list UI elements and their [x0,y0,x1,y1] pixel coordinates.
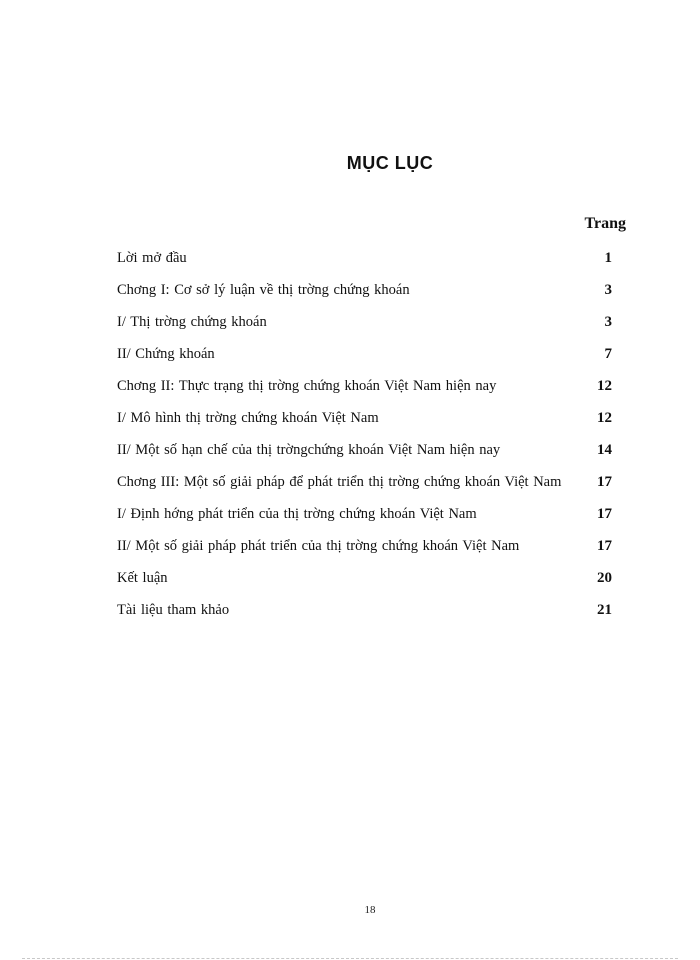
toc-entry-page: 1 [604,250,612,266]
toc-entry-label: II/ Một số giải pháp phát triển của thị trờng chứng khoán Việt Nam [117,538,520,554]
toc-entry-label: Tài liệu tham khảo [117,602,230,618]
toc-entry-page: 17 [597,506,612,522]
toc-entry-label: Kết luận [117,570,168,586]
toc-entry-page: 3 [604,314,612,330]
toc-entry [117,471,612,493]
toc-entry-label: II/ Chứng khoán [117,346,215,362]
toc-entry [117,503,612,525]
toc-entry-label: I/ Mô hình thị trờng chứng khoán Việt Nam [117,410,379,426]
footer-page-number: 18 [364,904,376,916]
toc-entry [117,247,612,269]
bottom-divider [22,958,678,959]
toc-entry-label: Chơng II: Thực trạng thị trờng chứng khoán Việt Nam hiện nay [117,378,497,394]
toc-entry [117,343,612,365]
toc-entry [117,375,612,397]
toc-entry-label: Chơng I: Cơ sở lý luận về thị trờng chứng khoán [117,282,410,298]
toc-entry [117,311,612,333]
toc-entry-page: 17 [597,474,612,490]
toc-entry-label: Lời mở đầu [117,250,187,266]
toc-entry-page: 14 [597,442,612,458]
page-title: MỤC LỤC [346,153,434,173]
page-column-header: Trang [584,215,626,232]
toc-entry-page: 12 [597,378,612,394]
toc-entry-page: 7 [604,346,612,362]
toc-entry [117,279,612,301]
toc-entry-page: 3 [604,282,612,298]
toc-entry-page: 12 [597,410,612,426]
toc-entry [117,407,612,429]
toc-entry-label: I/ Thị trờng chứng khoán [117,314,267,330]
toc-entry [117,567,612,589]
toc-entry [117,535,612,557]
table-of-contents [117,247,612,618]
toc-entry [117,439,612,461]
toc-entry-label: II/ Một số hạn chế của thị trờngchứng khoán Việt Nam hiện nay [117,442,501,458]
toc-entry-label: I/ Định hớng phát triển của thị trờng chứng khoán Việt Nam [117,506,477,522]
toc-entry-page: 17 [597,538,612,554]
toc-entry-label: Chơng III: Một số giải pháp để phát triển thị trờng chứng khoán Việt Nam [117,474,562,490]
toc-entry-page: 21 [597,602,612,618]
toc-entry [117,599,612,621]
toc-entry-page: 20 [597,570,612,586]
